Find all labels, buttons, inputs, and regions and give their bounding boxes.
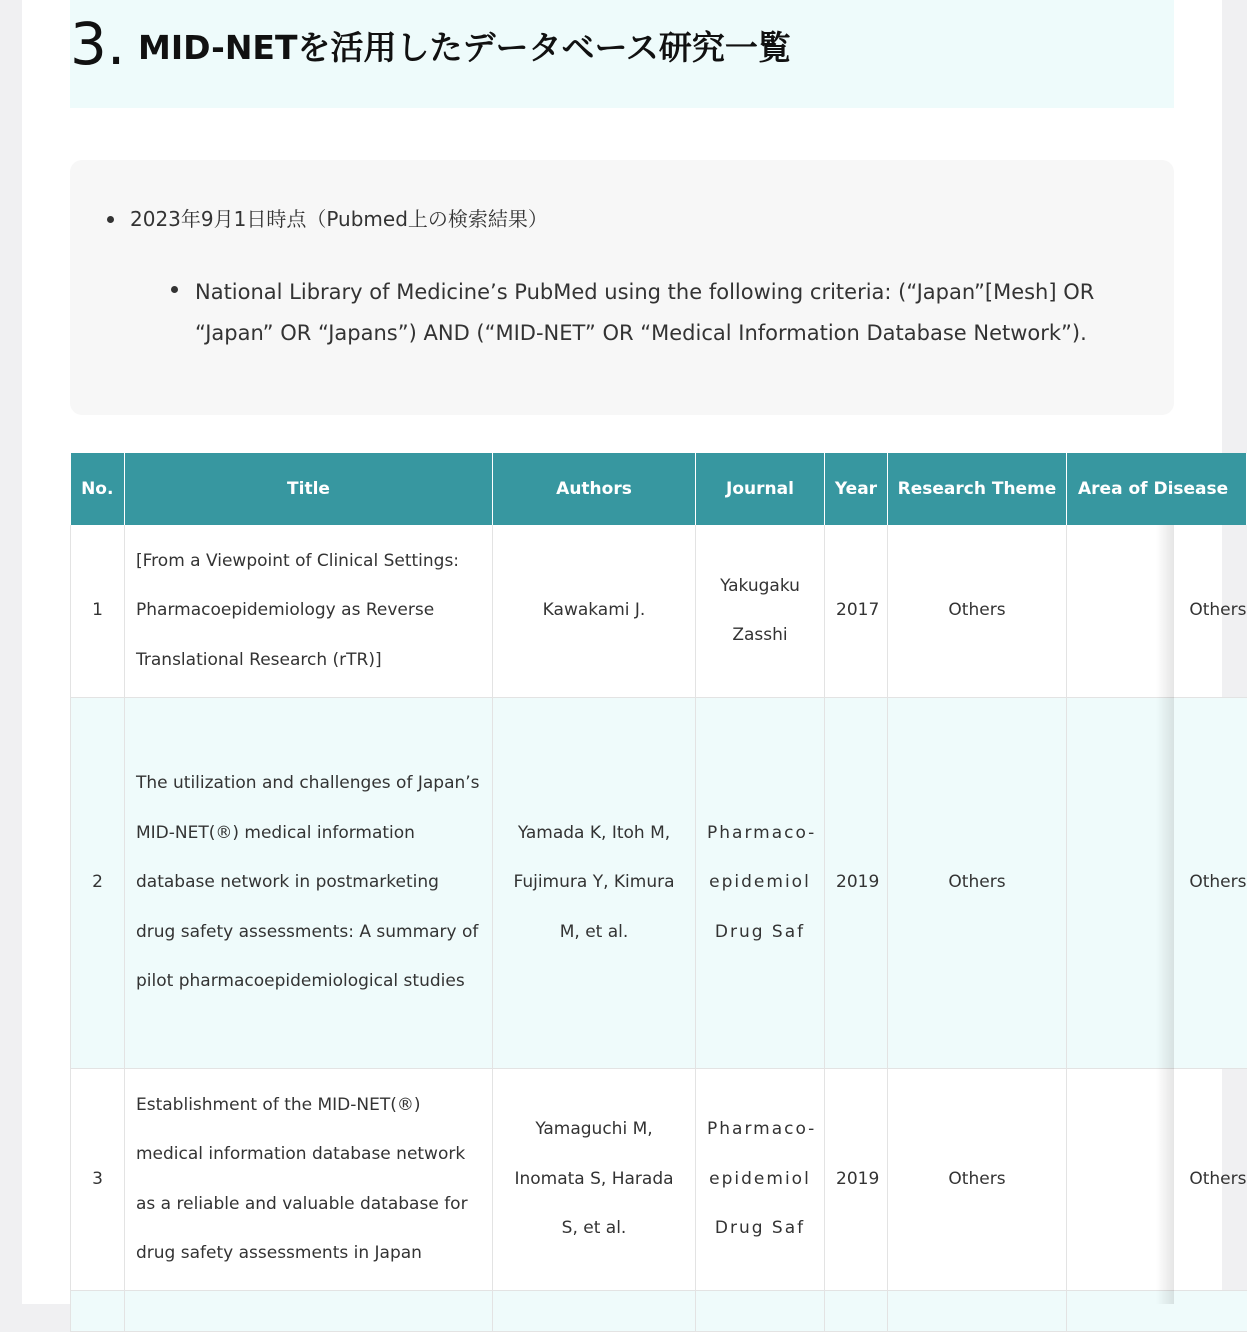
header-journal: Journal: [696, 453, 825, 525]
cell-title: The utilization and challenges of Japan’s MID-NET(®) medical information database network in postmarketing drug safety assessments: A summary of pilot pharmacoepidemiological studies: [125, 698, 493, 1069]
table-row: [71, 525, 1247, 698]
cell-year: [825, 1291, 888, 1332]
cell-authors: Kawakami J.: [493, 525, 696, 698]
section-title: MID-NETを活用したデータベース研究一覧: [138, 28, 791, 67]
research-table: [70, 453, 1247, 1332]
cell-year: 2019: [825, 1069, 888, 1291]
research-table-scroll[interactable]: [70, 453, 1247, 1304]
cell-area-of-disease: Others: [1067, 525, 1247, 698]
cell-no: 2: [71, 698, 125, 1069]
cell-area-of-disease: Others: [1067, 1069, 1247, 1291]
section-heading: [70, 0, 1174, 108]
cell-journal: Pharmaco-epidemiol Drug Saf: [696, 1069, 825, 1291]
cell-area-of-disease: Others: [1067, 698, 1247, 1069]
cell-authors: Yamaguchi M, Inomata S, Harada S, et al.: [493, 1069, 696, 1291]
search-note-box: [70, 160, 1174, 415]
cell-year: 2019: [825, 698, 888, 1069]
cell-journal: Pharmaco-epidemiol Drug Saf: [696, 698, 825, 1069]
note-sub-bullet: National Library of Medicine’s PubMed using the following criteria: (“Japan”[Mesh] OR “Japan” OR “Japans”) AND (“MID-NET” OR “Medical Information Database Network”).: [195, 272, 1135, 354]
cell-year: 2017: [825, 525, 888, 698]
cell-area-of-disease: [1067, 1291, 1247, 1332]
cell-journal: Yakugaku Zasshi: [696, 525, 825, 698]
cell-title: [125, 1291, 493, 1332]
table-header-row: [71, 453, 1247, 525]
header-authors: Authors: [493, 453, 696, 525]
cell-title: [From a Viewpoint of Clinical Settings: Pharmacoepidemiology as Reverse Translational Research (rTR)]: [125, 525, 493, 698]
page: [22, 0, 1247, 1304]
header-research-theme: Research Theme: [888, 453, 1067, 525]
cell-authors: Yamada K, Itoh M, Fujimura Y, Kimura M, et al.: [493, 698, 696, 1069]
header-year: Year: [825, 453, 888, 525]
table-row: [71, 698, 1247, 1069]
cell-journal: [696, 1291, 825, 1332]
cell-title: Establishment of the MID-NET(®) medical information database network as a reliable and valuable database for drug safety assessments in Japan: [125, 1069, 493, 1291]
cell-research-theme: [888, 1291, 1067, 1332]
header-area-of-disease: Area of Disease: [1067, 453, 1247, 525]
cell-research-theme: Others: [888, 698, 1067, 1069]
note-bullet: 2023年9月1日時点（Pubmed上の検索結果）: [130, 202, 548, 236]
header-no: No.: [71, 453, 125, 525]
cell-no: [71, 1291, 125, 1332]
header-title: Title: [125, 453, 493, 525]
table-row: [71, 1069, 1247, 1291]
cell-no: 1: [71, 525, 125, 698]
cell-no: 3: [71, 1069, 125, 1291]
section-number: 3.: [70, 10, 126, 78]
cell-authors: [493, 1291, 696, 1332]
cell-research-theme: Others: [888, 525, 1067, 698]
table-row: [71, 1291, 1247, 1332]
cell-research-theme: Others: [888, 1069, 1067, 1291]
